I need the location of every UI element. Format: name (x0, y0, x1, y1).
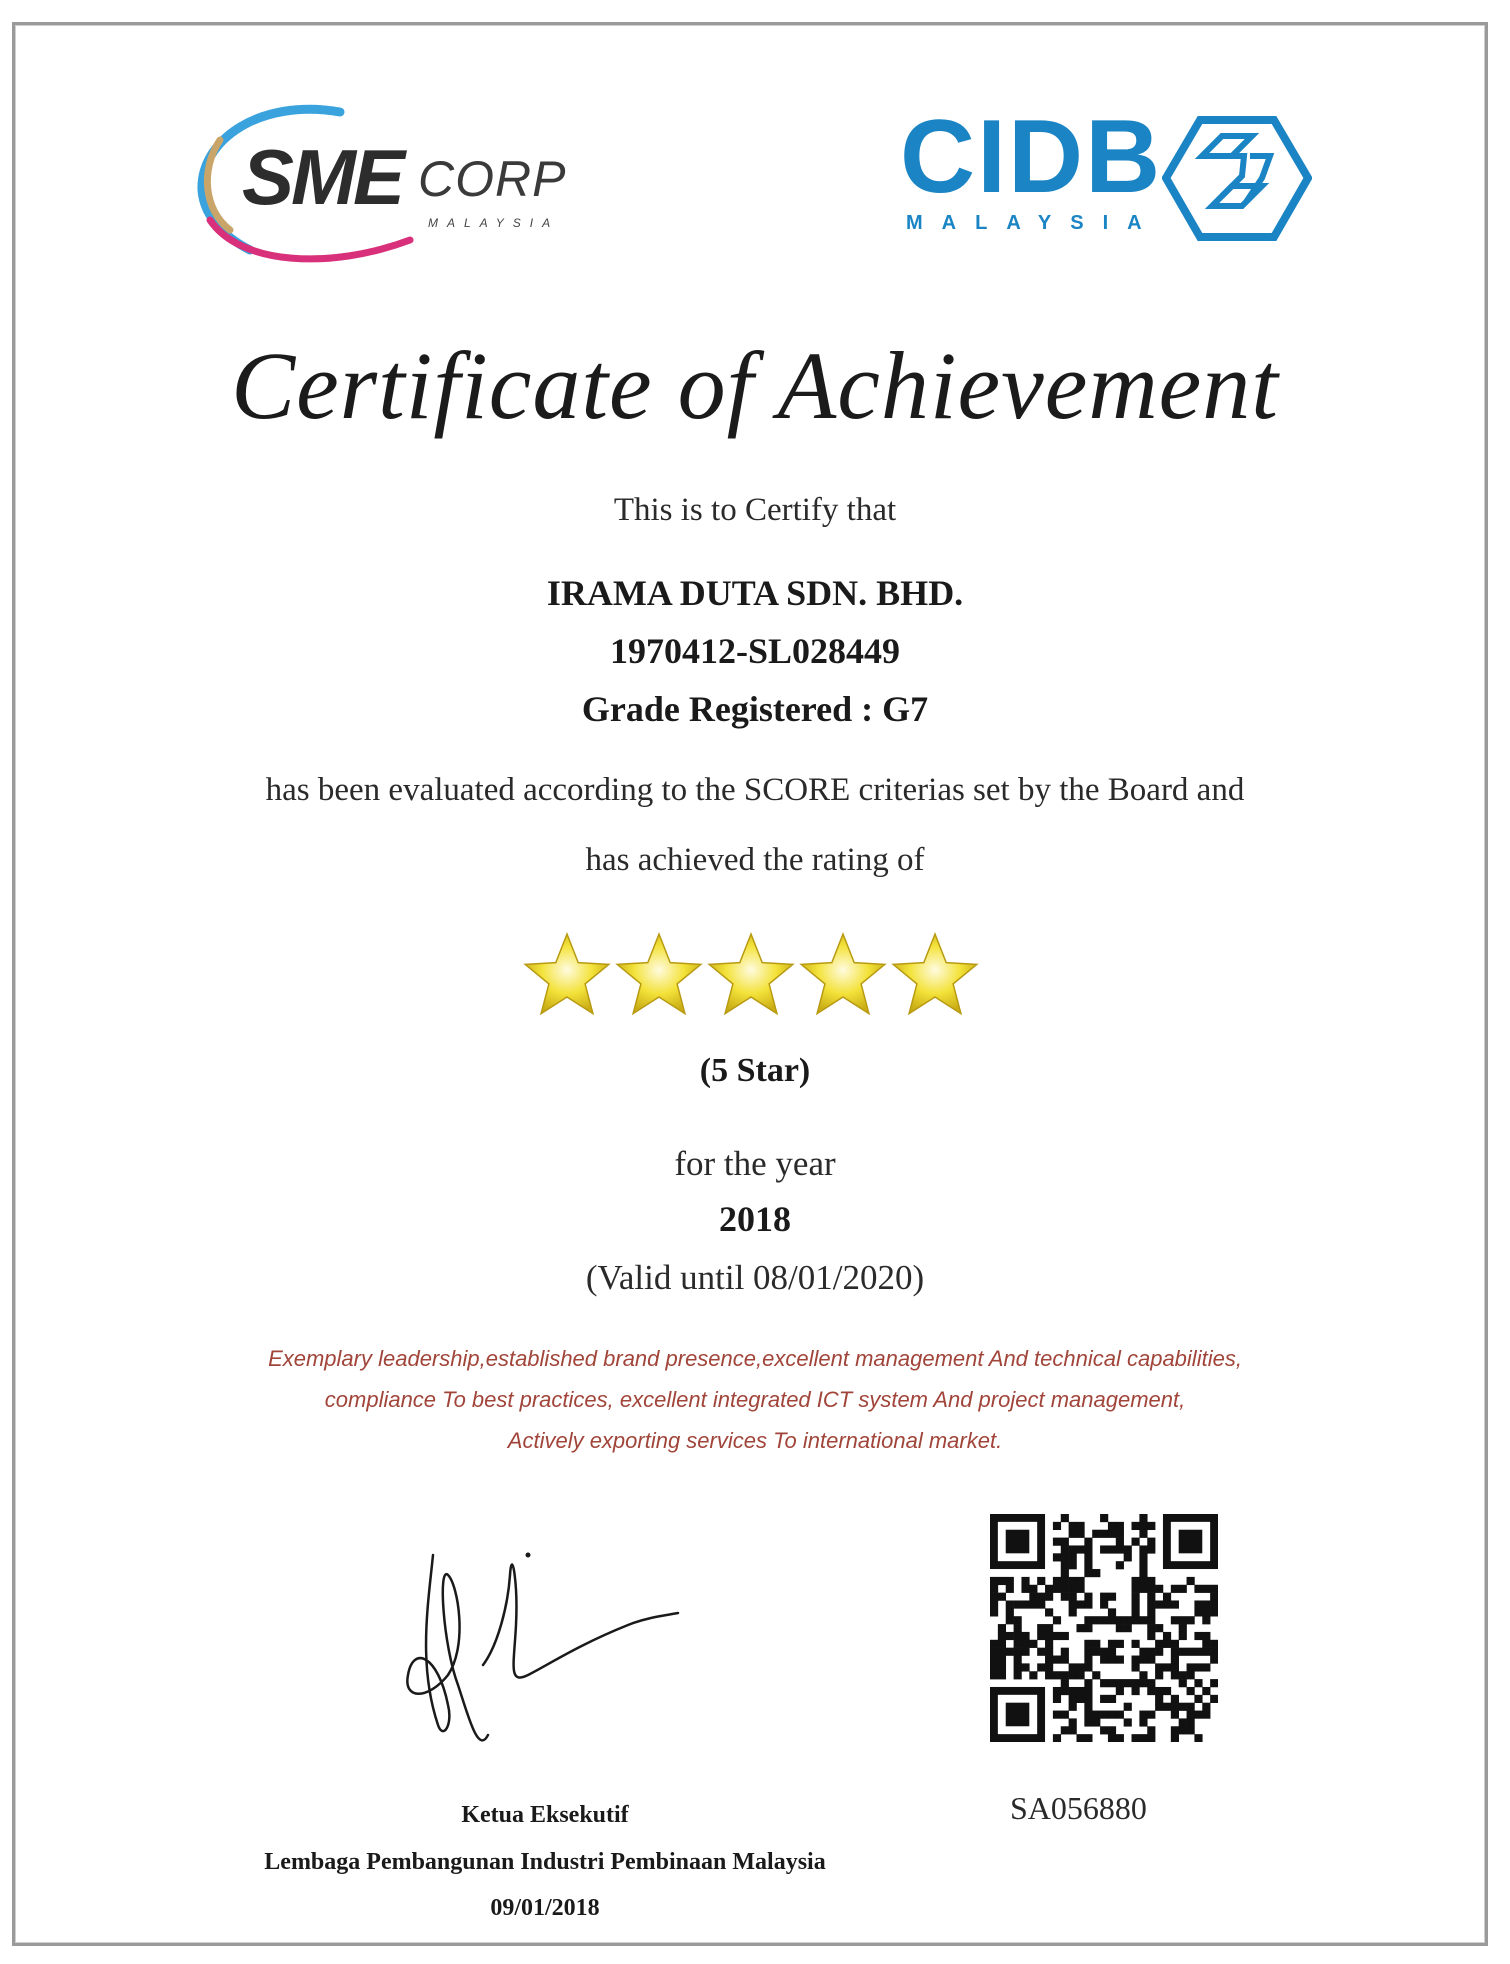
star-icon (614, 930, 704, 1020)
citation-line-1: Exemplary leadership,established brand presence,excellent management And technical capabilities, (268, 1346, 1242, 1371)
smecorp-logo-main: SME (242, 133, 403, 221)
star-icon (890, 930, 980, 1020)
star-icon (522, 930, 612, 1020)
signatory-role: Ketua Eksekutif (461, 1802, 629, 1828)
signature (388, 1525, 688, 1775)
signatory-organization: Lembaga Pembangunan Industri Pembinaan Malaysia (264, 1849, 826, 1875)
star-rating-label: (5 Star) (699, 1052, 811, 1089)
evaluation-line-2: has achieved the rating of (585, 842, 925, 878)
registration-number: 1970412-SL028449 (609, 631, 901, 671)
signature-date: 09/01/2018 (490, 1895, 600, 1921)
cidb-logo-main: CIDB (900, 99, 1163, 215)
grade-registered: Grade Registered : G7 (581, 689, 929, 729)
star-icon (798, 930, 888, 1020)
star-icon (706, 930, 796, 1020)
citation-line-3: Actively exporting services To international market. (507, 1428, 1003, 1453)
certificate-title: Certificate of Achievement (231, 332, 1279, 439)
award-year: 2018 (719, 1199, 791, 1239)
company-name: IRAMA DUTA SDN. BHD. (546, 573, 964, 613)
validity-text: (Valid until 08/01/2020) (585, 1258, 925, 1297)
certify-intro: This is to Certify that (613, 492, 897, 528)
citation-line-2: compliance To best practices, excellent integrated ICT system And project management, (324, 1387, 1186, 1412)
evaluation-line-1: has been evaluated according to the SCORE criterias set by the Board and (265, 772, 1245, 808)
cidb-logo (900, 99, 1320, 252)
cidb-logo-country: MALAYSIA (906, 212, 1161, 234)
smecorp-logo-corp: CORP (418, 151, 567, 207)
qr-code[interactable] (990, 1514, 1218, 1742)
star-rating (522, 930, 982, 1020)
serial-number: SA056880 (1010, 1790, 1147, 1826)
for-year-label: for the year (674, 1144, 836, 1183)
smecorp-logo-country: MALAYSIA (428, 216, 560, 230)
cidb-hexagon-icon (1162, 116, 1312, 241)
smecorp-logo (190, 100, 610, 270)
